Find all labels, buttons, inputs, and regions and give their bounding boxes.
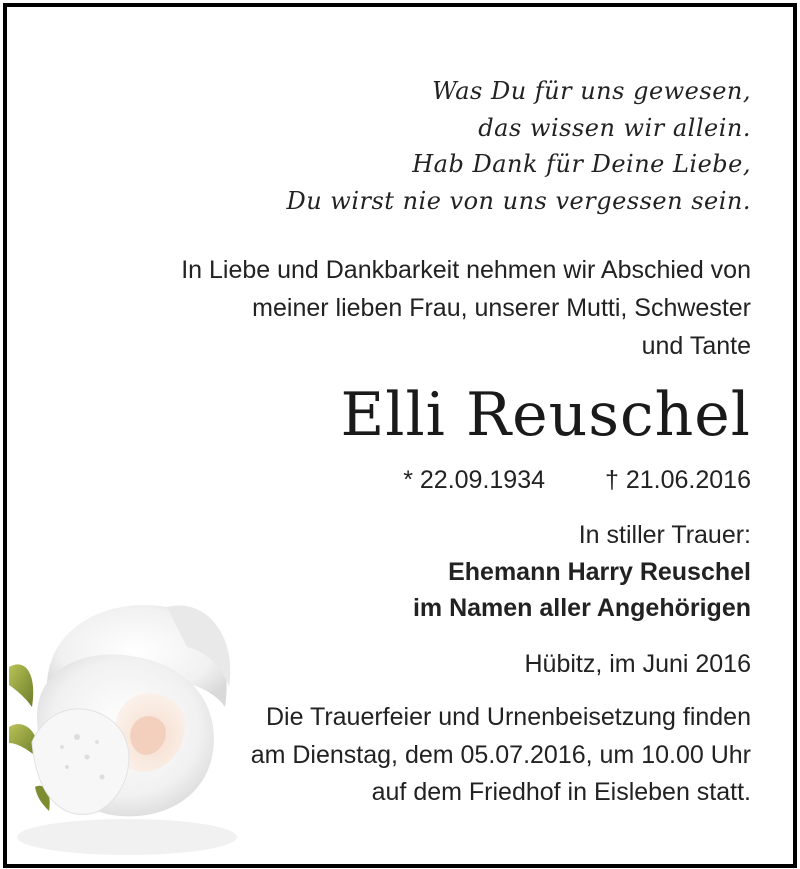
farewell-line: In Liebe und Dankbarkeit nehmen wir Abschied von bbox=[181, 256, 751, 284]
white-rose-icon bbox=[7, 567, 267, 867]
mourner-line: Ehemann Harry Reuschel bbox=[448, 557, 751, 586]
mourners bbox=[413, 517, 751, 627]
farewell-line: und Tante bbox=[641, 332, 751, 360]
life-dates bbox=[403, 462, 751, 498]
service-line: auf dem Friedhof in Eisleben statt. bbox=[371, 778, 751, 806]
poem-line: Du wirst nie von uns vergessen sein. bbox=[286, 186, 751, 215]
deceased-name: Elli Reuschel bbox=[340, 380, 751, 450]
service-line: Die Trauerfeier und Urnenbeisetzung finden bbox=[265, 703, 751, 731]
birth-date: * 22.09.1934 bbox=[403, 466, 546, 494]
mourner-line: im Namen aller Angehörigen bbox=[412, 594, 751, 622]
poem bbox=[286, 73, 751, 219]
service-line: am Dienstag, dem 05.07.2016, um 10.00 Uhr bbox=[250, 740, 751, 769]
poem-line: das wissen wir allein. bbox=[478, 113, 751, 142]
place-date: Hübitz, im Juni 2016 bbox=[524, 650, 751, 678]
mourners-heading: In stiller Trauer: bbox=[578, 521, 751, 549]
farewell-line: meiner lieben Frau, unserer Mutti, Schwester bbox=[252, 294, 751, 322]
death-date: † 21.06.2016 bbox=[605, 466, 751, 494]
obituary-notice bbox=[3, 3, 797, 868]
service-info bbox=[251, 699, 751, 812]
poem-line: Was Du für uns gewesen, bbox=[432, 77, 751, 105]
farewell-text bbox=[181, 251, 751, 365]
poem-line: Hab Dank für Deine Liebe, bbox=[412, 150, 751, 178]
